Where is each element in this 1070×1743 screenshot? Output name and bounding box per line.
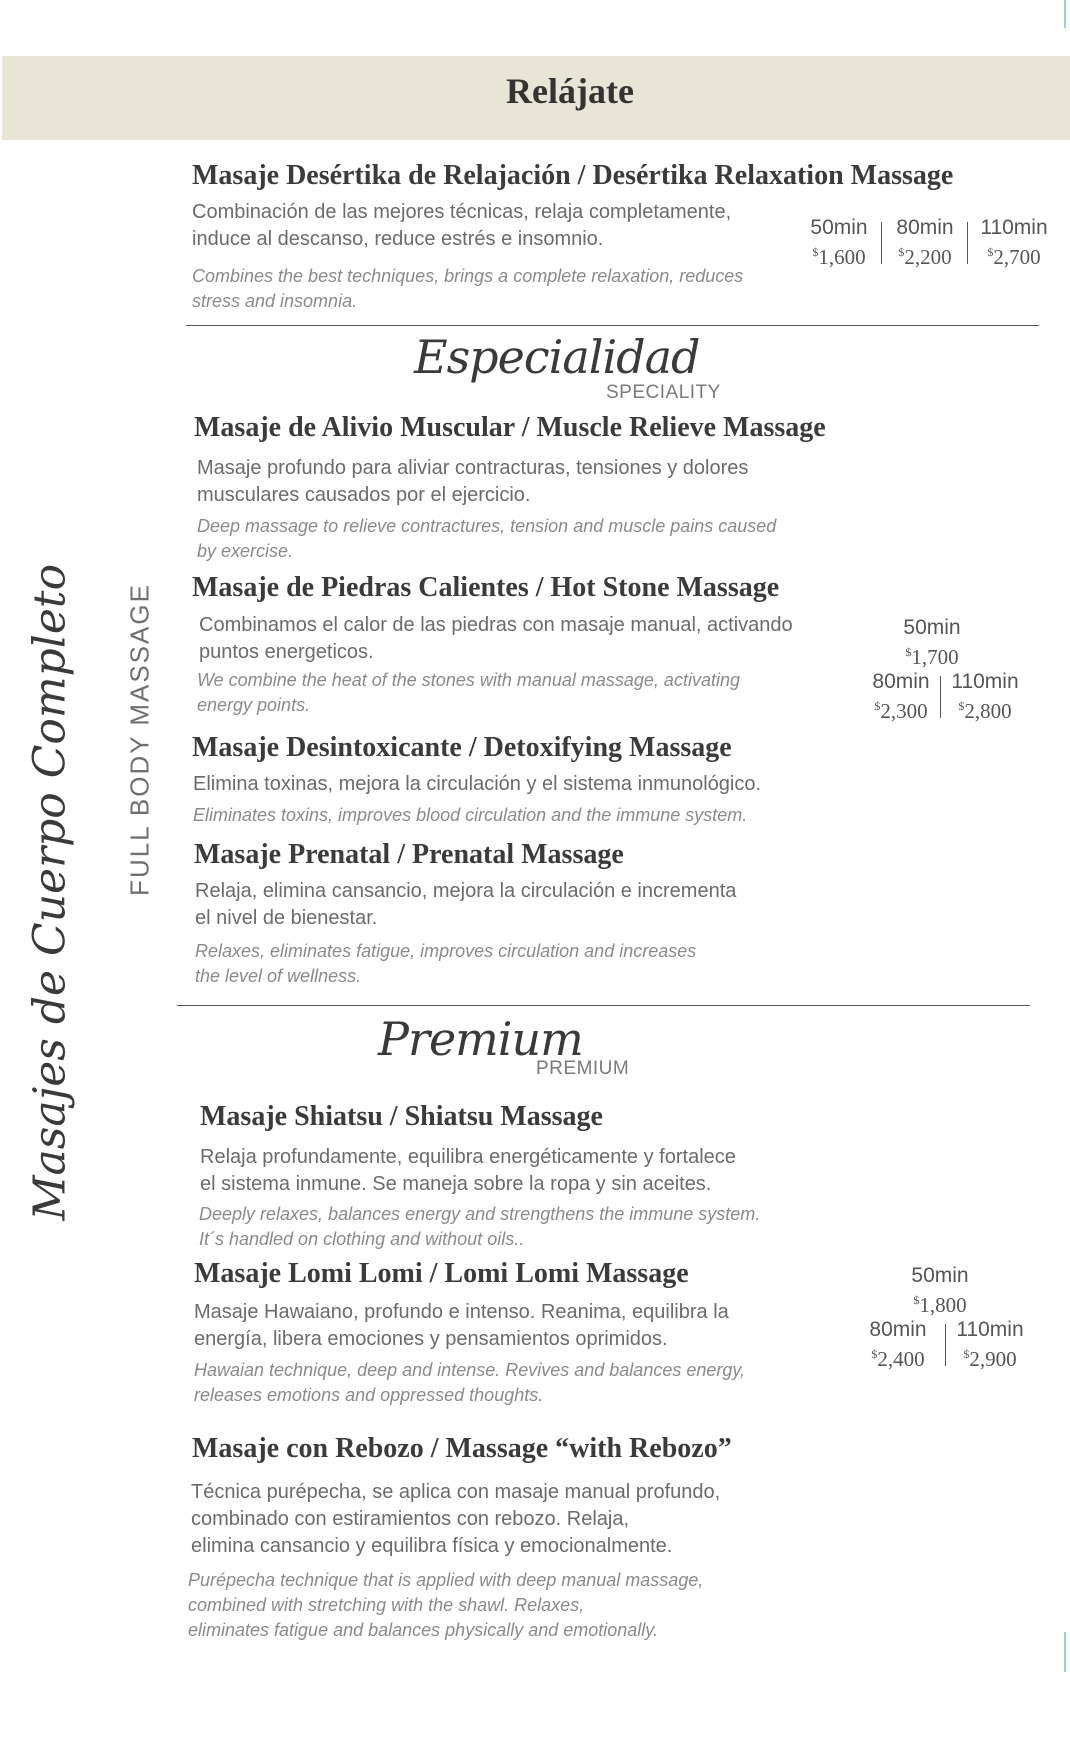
- edge-mark: [1064, 1632, 1066, 1672]
- page-title: Relájate: [506, 71, 634, 111]
- premium-caption: PREMIUM: [536, 1058, 630, 1079]
- service-desc-es: Relaja, elimina cansancio, mejora la circulación e incrementa el nivel de bienestar.: [195, 880, 737, 929]
- premium-price-110: 110min $2,900: [956, 1318, 1024, 1371]
- section-divider: [177, 1005, 1030, 1006]
- price-divider: [945, 1324, 946, 1366]
- service-desc-es: Técnica purépecha, se aplica con masaje manual profundo, combinado con estiramientos con rebozo. Relaja, elimina cansancio y equilibra física y emocionalmente.: [191, 1481, 721, 1557]
- service-desc-es: Combinamos el calor de las piedras con masaje manual, activando puntos energeticos.: [199, 614, 793, 663]
- premium-price-50: 50min $1,800: [911, 1264, 969, 1317]
- speciality-price-110: 110min $2,800: [951, 670, 1019, 723]
- service-desc-en: Relaxes, eliminates fatigue, improves circulation and increases the level of wellness.: [195, 941, 697, 986]
- relax-title: Masaje Desértika de Relajación / Desértika Relaxation Massage: [192, 160, 954, 191]
- relax-price-50: 50min $1,600: [810, 216, 868, 269]
- service-title: Masaje Lomi Lomi / Lomi Lomi Massage: [194, 1258, 689, 1289]
- service-title: Masaje de Alivio Muscular / Muscle Relieve Massage: [194, 412, 826, 443]
- relax-price-80: 80min $2,200: [896, 216, 954, 269]
- service-desc-en: Hawaian technique, deep and intense. Revives and balances energy, releases emotions and oppressed thoughts.: [194, 1360, 746, 1405]
- speciality-script-title: Especialidad: [414, 330, 700, 384]
- service-desc-en: We combine the heat of the stones with manual massage, activating energy points.: [197, 670, 740, 715]
- relax-desc-es: Combinación de las mejores técnicas, relaja completamente, induce al descanso, reduce estrés e insomnio.: [192, 201, 732, 250]
- edge-mark: [1064, 0, 1066, 28]
- premium-price-80: 80min $2,400: [869, 1318, 927, 1371]
- relax-price-110: 110min $2,700: [980, 216, 1048, 269]
- speciality-caption: SPECIALITY: [606, 382, 721, 403]
- service-title: Masaje Shiatsu / Shiatsu Massage: [200, 1101, 603, 1132]
- service-title: Masaje de Piedras Calientes / Hot Stone Massage: [192, 572, 780, 603]
- service-desc-en: Deep massage to relieve contractures, tension and muscle pains caused by exercise.: [197, 516, 777, 561]
- service-desc-es: Masaje profundo para aliviar contracturas, tensiones y dolores musculares causados por el ejercicio.: [197, 457, 749, 506]
- side-caps-title: FULL BODY MASSAGE: [124, 583, 155, 896]
- service-title: Masaje Desintoxicante / Detoxifying Massage: [192, 732, 732, 763]
- service-title: Masaje Prenatal / Prenatal Massage: [194, 839, 624, 870]
- section-divider: [186, 325, 1039, 326]
- price-divider: [881, 222, 882, 264]
- price-divider: [967, 222, 968, 264]
- speciality-price-50: 50min $1,700: [903, 616, 961, 669]
- service-title: Masaje con Rebozo / Massage “with Rebozo”: [192, 1433, 732, 1464]
- speciality-price-80: 80min $2,300: [872, 670, 930, 723]
- service-desc-es: Elimina toxinas, mejora la circulación y el sistema inmunológico.: [193, 773, 762, 795]
- premium-script-title: Premium: [378, 1012, 583, 1066]
- relax-desc-en: Combines the best techniques, brings a complete relaxation, reduces stress and insomnia.: [192, 266, 744, 311]
- service-desc-es: Masaje Hawaiano, profundo e intenso. Reanima, equilibra la energía, libera emociones y pensamientos oprimidos.: [194, 1301, 729, 1350]
- service-desc-en: Purépecha technique that is applied with deep manual massage, combined with stretching with the shawl. Relaxes, eliminates fatigue and balances physically and emotionally.: [188, 1570, 704, 1640]
- side-script-title: Masajes de Cuerpo Completo: [24, 563, 76, 1221]
- service-desc-en: Deeply relaxes, balances energy and strengthens the immune system. It´s handled on clothing and without oils..: [199, 1204, 761, 1249]
- service-desc-es: Relaja profundamente, equilibra energéticamente y fortalece el sistema inmune. Se maneja sobre la ropa y sin aceites.: [200, 1146, 736, 1195]
- service-desc-en: Eliminates toxins, improves blood circulation and the immune system.: [193, 805, 748, 825]
- price-divider: [940, 676, 941, 718]
